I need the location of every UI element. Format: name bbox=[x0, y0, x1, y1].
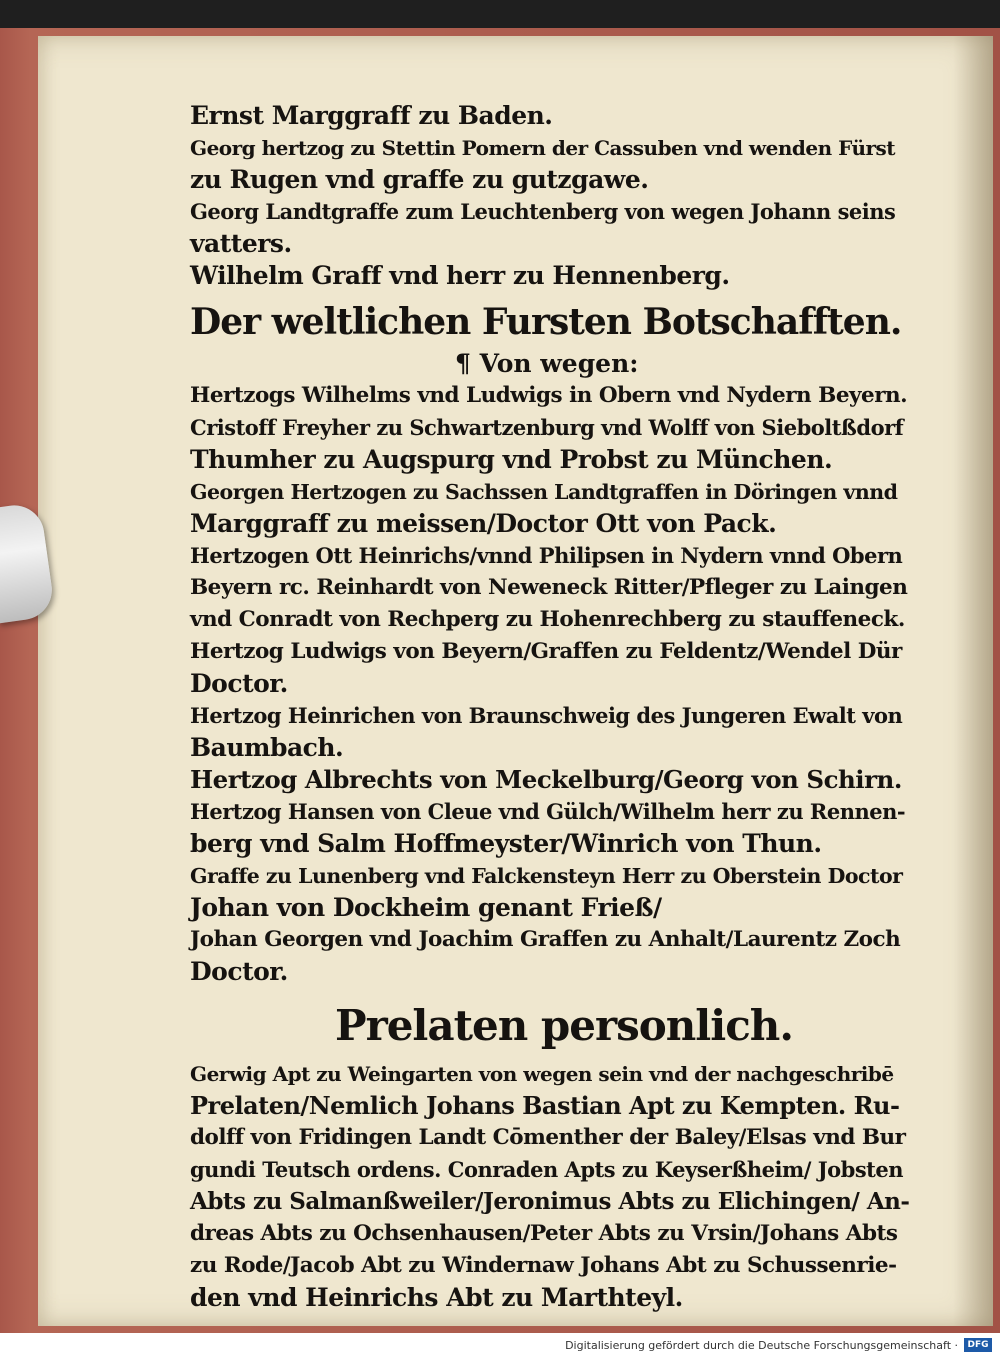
lines-middle bbox=[190, 380, 910, 988]
text-line: Prelaten/Nemlich Johans Bastian Apt zu Kempten. Ru- bbox=[190, 1091, 900, 1120]
subheading: ¶ Von wegen: bbox=[455, 349, 639, 378]
page-shadow bbox=[953, 36, 993, 1326]
text-line: Hertzog Ludwigs von Beyern/Graffen zu Feldentz/Wendel Dür bbox=[190, 639, 902, 664]
text-line: Georg Landtgraffe zum Leuchtenberg von wegen Johann seins bbox=[190, 199, 896, 224]
section-heading: Prelaten personlich. bbox=[335, 1001, 793, 1050]
text-line: Hertzogs Wilhelms vnd Ludwigs in Obern vnd Nydern Beyern. bbox=[190, 383, 908, 408]
dfg-logo: DFG bbox=[964, 1338, 992, 1352]
text-line: Beyern rc. Reinhardt von Neweneck Ritter/Pfleger zu Laingen bbox=[190, 575, 908, 600]
lines-top bbox=[190, 100, 910, 292]
text-line: Thumher zu Augspurg vnd Probst zu München. bbox=[190, 445, 833, 474]
text-line: vatters. bbox=[190, 229, 292, 258]
lines-bottom bbox=[190, 1058, 910, 1314]
text-line: Georgen Hertzogen zu Sachssen Landtgraffen in Döringen vnnd bbox=[190, 480, 898, 504]
text-line: Ernst Marggraff zu Baden. bbox=[190, 101, 553, 130]
text-line: Johan Georgen vnd Joachim Graffen zu Anhalt/Laurentz Zoch bbox=[190, 927, 901, 952]
text-line: berg vnd Salm Hoffmeyster/Winrich von Thun. bbox=[190, 829, 822, 858]
text-line: Baumbach. bbox=[190, 733, 344, 762]
text-line: Cristoff Freyher zu Schwartzenburg vnd Wolff von Sieboltßdorf bbox=[190, 415, 904, 440]
text-line: Marggraff zu meissen/Doctor Ott von Pack. bbox=[190, 509, 777, 538]
text-line: Hertzog Heinrichen von Braunschweig des Jungeren Ewalt von bbox=[190, 703, 903, 728]
text-line: vnd Conradt von Rechperg zu Hohenrechberg zu stauffeneck. bbox=[190, 607, 905, 632]
text-line: dreas Abts zu Ochsenhausen/Peter Abts zu Vrsin/Johans Abts bbox=[190, 1221, 898, 1246]
text-line: Hertzog Hansen von Cleue vnd Gülch/Wilhelm herr zu Rennen- bbox=[190, 799, 906, 824]
text-line: Doctor. bbox=[190, 669, 288, 698]
text-line: Hertzog Albrechts von Meckelburg/Georg von Schirn. bbox=[190, 765, 902, 794]
section-heading: Der weltlichen Fursten Botschafften. bbox=[190, 301, 902, 343]
footer-bar bbox=[0, 1333, 1000, 1358]
text-line: dolff von Fridingen Landt Cōmenther der Baley/Elsas vnd Bur bbox=[190, 1125, 906, 1150]
text-line: Wilhelm Graff vnd herr zu Hennenberg. bbox=[190, 261, 730, 290]
text-line: Georg hertzog zu Stettin Pomern der Cassuben vnd wenden Fürst bbox=[190, 136, 896, 160]
text-line: Gerwig Apt zu Weingarten von wegen sein vnd der nachgeschribē bbox=[190, 1062, 894, 1086]
text-line: Hertzogen Ott Heinrichs/vnnd Philipsen in Nydern vnnd Obern bbox=[190, 543, 903, 568]
text-line: Doctor. bbox=[190, 957, 288, 986]
text-line: den vnd Heinrichs Abt zu Marthteyl. bbox=[190, 1283, 683, 1312]
text-line: gundi Teutsch ordens. Conraden Apts zu Keyserßheim/ Jobsten bbox=[190, 1157, 903, 1182]
page-text bbox=[190, 100, 910, 1314]
text-line: Johan von Dockheim genant Frieß/ bbox=[190, 893, 662, 922]
text-line: Graffe zu Lunenberg vnd Falckensteyn Herr zu Oberstein Doctor bbox=[190, 864, 903, 888]
funding-credit: Digitalisierung gefördert durch die Deutsche Forschungsgemeinschaft · bbox=[565, 1339, 958, 1352]
text-line: Abts zu Salmanßweiler/Jeronimus Abts zu Elichingen/ An- bbox=[190, 1188, 910, 1215]
text-line: zu Rugen vnd graffe zu gutzgawe. bbox=[190, 165, 649, 194]
text-line: zu Rode/Jacob Abt zu Windernaw Johans Abt zu Schussenrie- bbox=[190, 1253, 897, 1278]
